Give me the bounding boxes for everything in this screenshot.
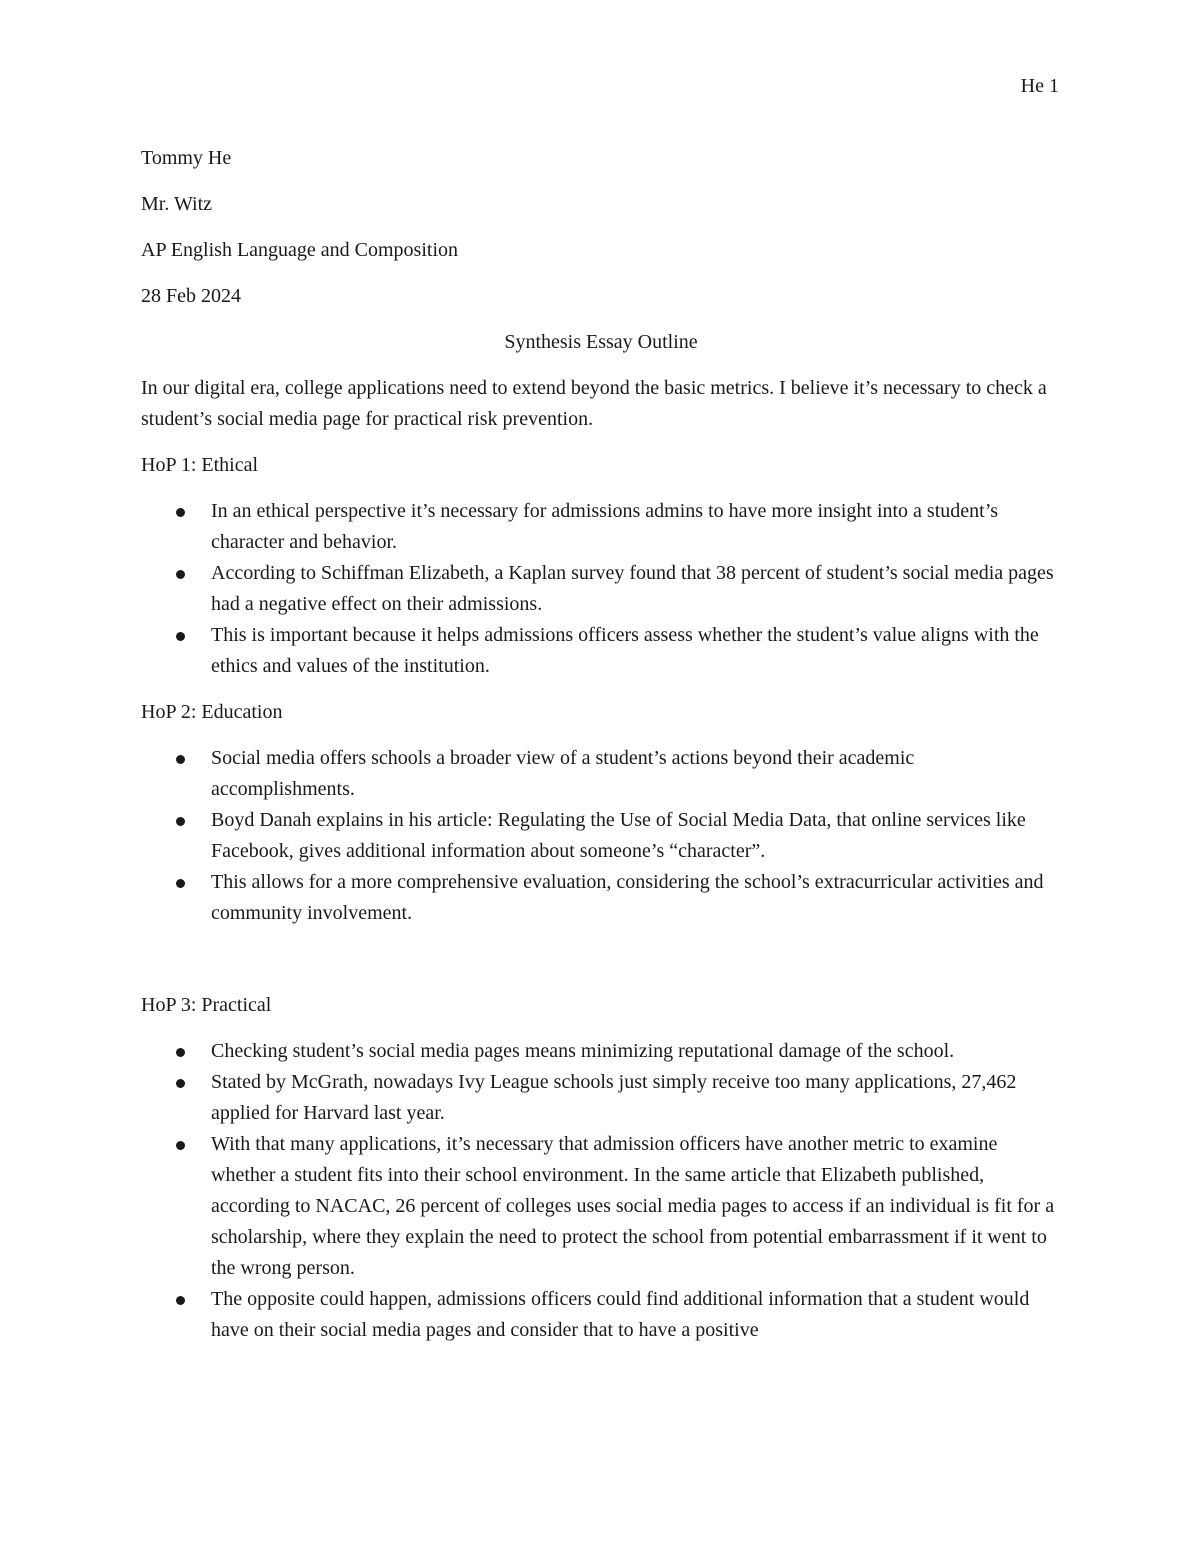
document-body: [141, 143, 1061, 1361]
bullet-icon: [176, 1141, 185, 1150]
list-item-text: Social media offers schools a broader view of a student’s actions beyond their academic accomplishments.: [211, 747, 915, 800]
section-list-education: [141, 743, 1061, 929]
student-name: Tommy He: [141, 147, 232, 169]
teacher-name: Mr. Witz: [141, 193, 213, 215]
section-list-ethical: [141, 496, 1061, 682]
section-heading-practical: HoP 3: Practical: [141, 994, 272, 1016]
list-item: [141, 1036, 1061, 1067]
bullet-icon: [176, 755, 185, 764]
essay-title: Synthesis Essay Outline: [504, 331, 698, 353]
course-name: AP English Language and Composition: [141, 239, 459, 261]
bullet-icon: [176, 1048, 185, 1057]
list-item-text: According to Schiffman Elizabeth, a Kaplan survey found that 38 percent of student’s social media pages had a negative effect on their admissions.: [211, 562, 1054, 615]
bullet-icon: [176, 632, 185, 641]
running-head: He 1: [1020, 75, 1059, 97]
bullet-icon: [176, 817, 185, 826]
list-item-text: This allows for a more comprehensive evaluation, considering the school’s extracurricular activities and community involvement.: [211, 871, 1044, 924]
list-item-text: With that many applications, it’s necessary that admission officers have another metric to examine whether a student fits into their school environment. In the same article that Elizabeth published, according to NACAC, 26 percent of colleges uses social media pages to access if an individual is fit for a scholarship, where they explain the need to protect the school from potential embarrassment if it went to the wrong person.: [211, 1133, 1055, 1279]
list-item-text: Checking student’s social media pages means minimizing reputational damage of the school.: [211, 1040, 955, 1062]
list-item: [141, 1284, 1061, 1346]
list-item: [141, 1129, 1061, 1284]
bullet-icon: [176, 508, 185, 517]
list-item: [141, 496, 1061, 558]
bullet-icon: [176, 570, 185, 579]
bullet-icon: [176, 1079, 185, 1088]
list-item-text: In an ethical perspective it’s necessary for admissions admins to have more insight into a student’s character and behavior.: [211, 500, 999, 553]
section-heading-education: HoP 2: Education: [141, 701, 283, 723]
intro-paragraph: In our digital era, college applications need to extend beyond the basic metrics. I believe it’s necessary to check a student’s social media page for practical risk prevention.: [141, 377, 1047, 430]
bullet-icon: [176, 1296, 185, 1305]
list-item-text: Boyd Danah explains in his article: Regulating the Use of Social Media Data, that online services like Facebook, gives additional information about someone’s “character”.: [211, 809, 1026, 862]
bullet-icon: [176, 879, 185, 888]
list-item: [141, 620, 1061, 682]
list-item-text: The opposite could happen, admissions officers could find additional information that a student would have on their social media pages and consider that to have a positive: [211, 1288, 1030, 1341]
section-heading-ethical: HoP 1: Ethical: [141, 454, 259, 476]
list-item: [141, 1067, 1061, 1129]
list-item: [141, 867, 1061, 929]
list-item: [141, 805, 1061, 867]
blank-line: [141, 944, 1061, 990]
list-item: [141, 558, 1061, 620]
section-list-practical: [141, 1036, 1061, 1346]
list-item-text: Stated by McGrath, nowadays Ivy League schools just simply receive too many applications, 27,462 applied for Harvard last year.: [211, 1071, 1017, 1124]
list-item-text: This is important because it helps admissions officers assess whether the student’s value aligns with the ethics and values of the institution.: [211, 624, 1039, 677]
list-item: [141, 743, 1061, 805]
essay-date: 28 Feb 2024: [141, 285, 241, 307]
